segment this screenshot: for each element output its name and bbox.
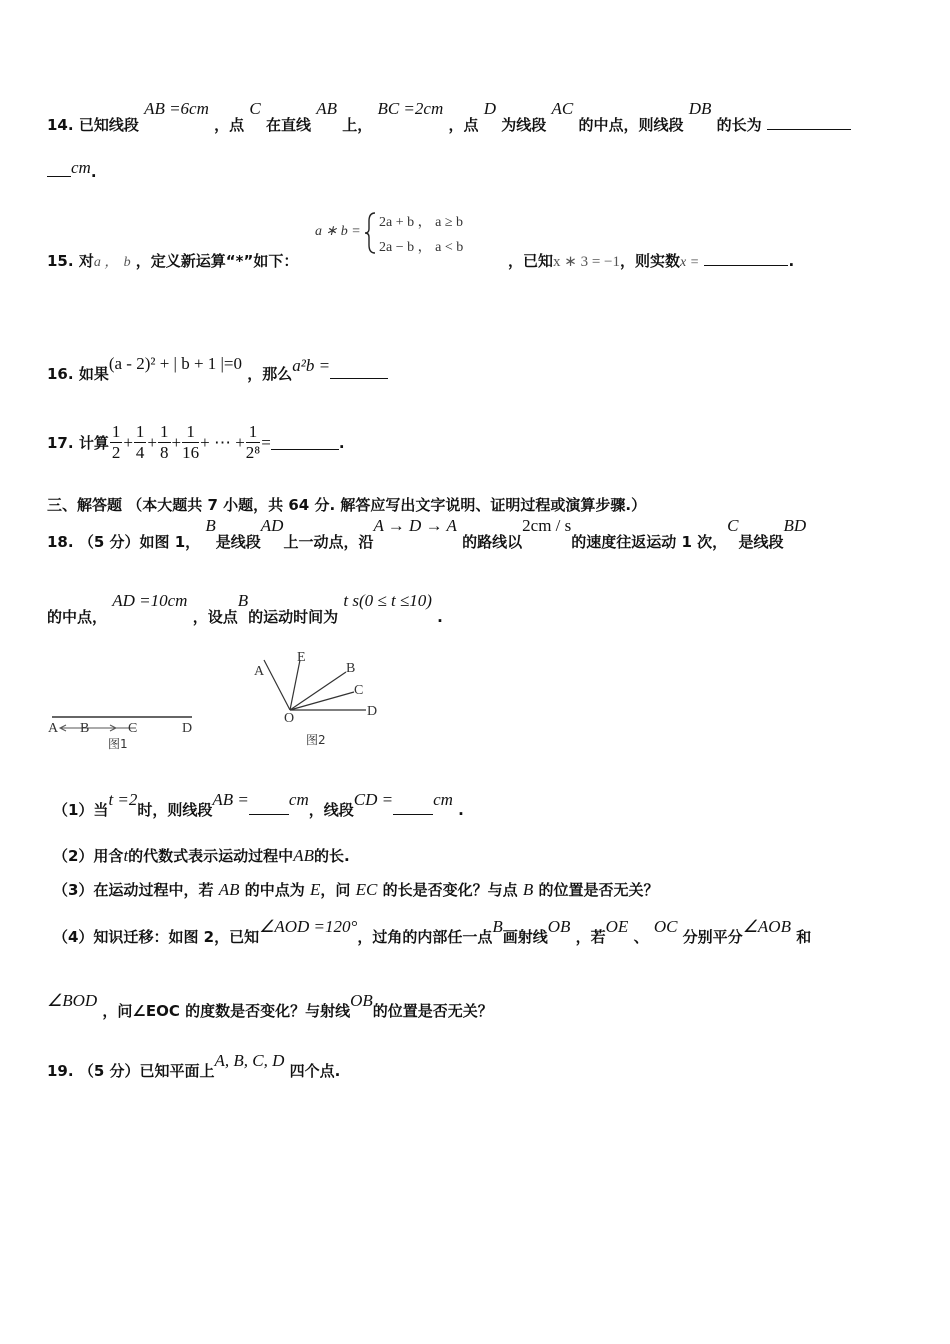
answer-blank[interactable] <box>393 800 433 815</box>
q18-part4-line2: ∠BOD ，问∠EOC 的度数是否变化？与射线OB的位置是否无关？ <box>47 991 493 1020</box>
q18-part3: （3）在运动过程中，若 AB 的中点为 E，问 EC 的长是否变化？与点 B 的位置是否无关？ <box>53 880 659 899</box>
fig1-label-c: C <box>128 721 138 736</box>
section-heading <box>47 494 646 515</box>
answer-blank[interactable] <box>271 435 339 450</box>
answer-blank[interactable] <box>47 162 71 177</box>
figure-1-svg <box>48 700 208 752</box>
fig2-label-c: C <box>354 683 364 698</box>
fig1-label-b: B <box>80 721 90 736</box>
figure-1-segment <box>48 700 208 756</box>
q15-number: 15. <box>47 252 74 270</box>
section-title: 三、解答题 <box>47 496 123 514</box>
fraction: $\frac{1}{4}$ <box>135 422 145 462</box>
q18-part2: （2）用含t的代数式表示运动过程中AB的长. <box>53 846 350 865</box>
q18-part1: （1）当t =2时，则线段AB = cm，线段CD = cm . <box>53 790 464 819</box>
figure-2-angles <box>250 648 390 758</box>
answer-blank[interactable] <box>704 251 788 266</box>
answer-blank[interactable] <box>330 364 388 379</box>
fig2-label-e: E <box>297 650 306 665</box>
q14-number: 14. <box>47 116 74 134</box>
fig2-label-d: D <box>367 704 378 719</box>
q14-math-ab: AB =6cm <box>144 99 209 118</box>
fig2-label-b: B <box>346 661 356 676</box>
fraction: $\frac{1}{16}$ <box>182 422 200 462</box>
section-note: （本大题共 7 小题，共 64 分. 解答应写出文字说明、证明过程或演算步骤.） <box>127 496 647 514</box>
q17-number: 17. <box>47 433 74 452</box>
fig1-label-a: A <box>48 721 59 736</box>
q19-number: 19. <box>47 1062 74 1080</box>
fraction: $\frac{1}{8}$ <box>160 422 169 462</box>
q14-line1: 14. 已知线段 AB =6cm ，点 C 在直线 AB 上， BC =2cm ，点 D 为线段 AC 的中点，则线段 DB 的长为 <box>47 114 851 135</box>
q18-part4-line1: （4）知识迁移：如图 2，已知∠AOD =120°，过角的内部任一点B画射线OB ，若OE 、 OC 分别平分∠AOB 和 <box>53 917 812 946</box>
q15-piecewise-definition: a ∗ b = 2a + b ， a ≥ b 2a − b ， a < b <box>315 209 505 261</box>
fig1-caption: 图1 <box>108 737 128 751</box>
answer-blank[interactable] <box>767 115 851 130</box>
fig1-label-d: D <box>182 721 193 736</box>
q16-number: 16. <box>47 365 74 383</box>
q16-line: 16. 如果(a - 2)² + | b + 1 |=0 ，那么a²b = <box>47 363 388 384</box>
fig2-label-a: A <box>254 664 265 679</box>
q18-line1: 18. （5 分）如图 1， B是线段AD上一动点，沿A → D → A 的路线以2cm / s的速度往返运动 1 次，C是线段BD <box>47 516 807 551</box>
q14-line2: cm. <box>47 162 97 182</box>
q15-line: 15. 对a ， b ，定义新运算“*”如下： <box>47 252 299 270</box>
fraction: $\frac{1}{\text{2⁸}}$ <box>245 422 261 462</box>
q15-line-tail: ，已知x ∗ 3 = −1，则实数x = . <box>508 252 795 270</box>
fig2-caption: 图2 <box>306 733 326 747</box>
q18-number: 18. <box>47 533 74 551</box>
fig2-label-o: O <box>284 711 295 726</box>
q17-line: 17. 计算 $\frac{1}{2}$ + $\frac{1}{4}$ + $\frac{1}{8}$ + $\frac{1}{16}$ + ⋯ + $\frac{1}{\text{2⁸}}$ = . <box>47 422 345 462</box>
figure-2-svg <box>250 648 390 754</box>
answer-blank[interactable] <box>249 800 289 815</box>
q19-line: 19. （5 分）已知平面上A, B, C, D 四个点. <box>47 1051 341 1080</box>
q18-line2: 的中点， AD =10cm ，设点B的运动时间为 t s(0 ≤ t ≤10) . <box>47 591 443 626</box>
fraction: $\frac{1}{2}$ <box>111 422 121 462</box>
